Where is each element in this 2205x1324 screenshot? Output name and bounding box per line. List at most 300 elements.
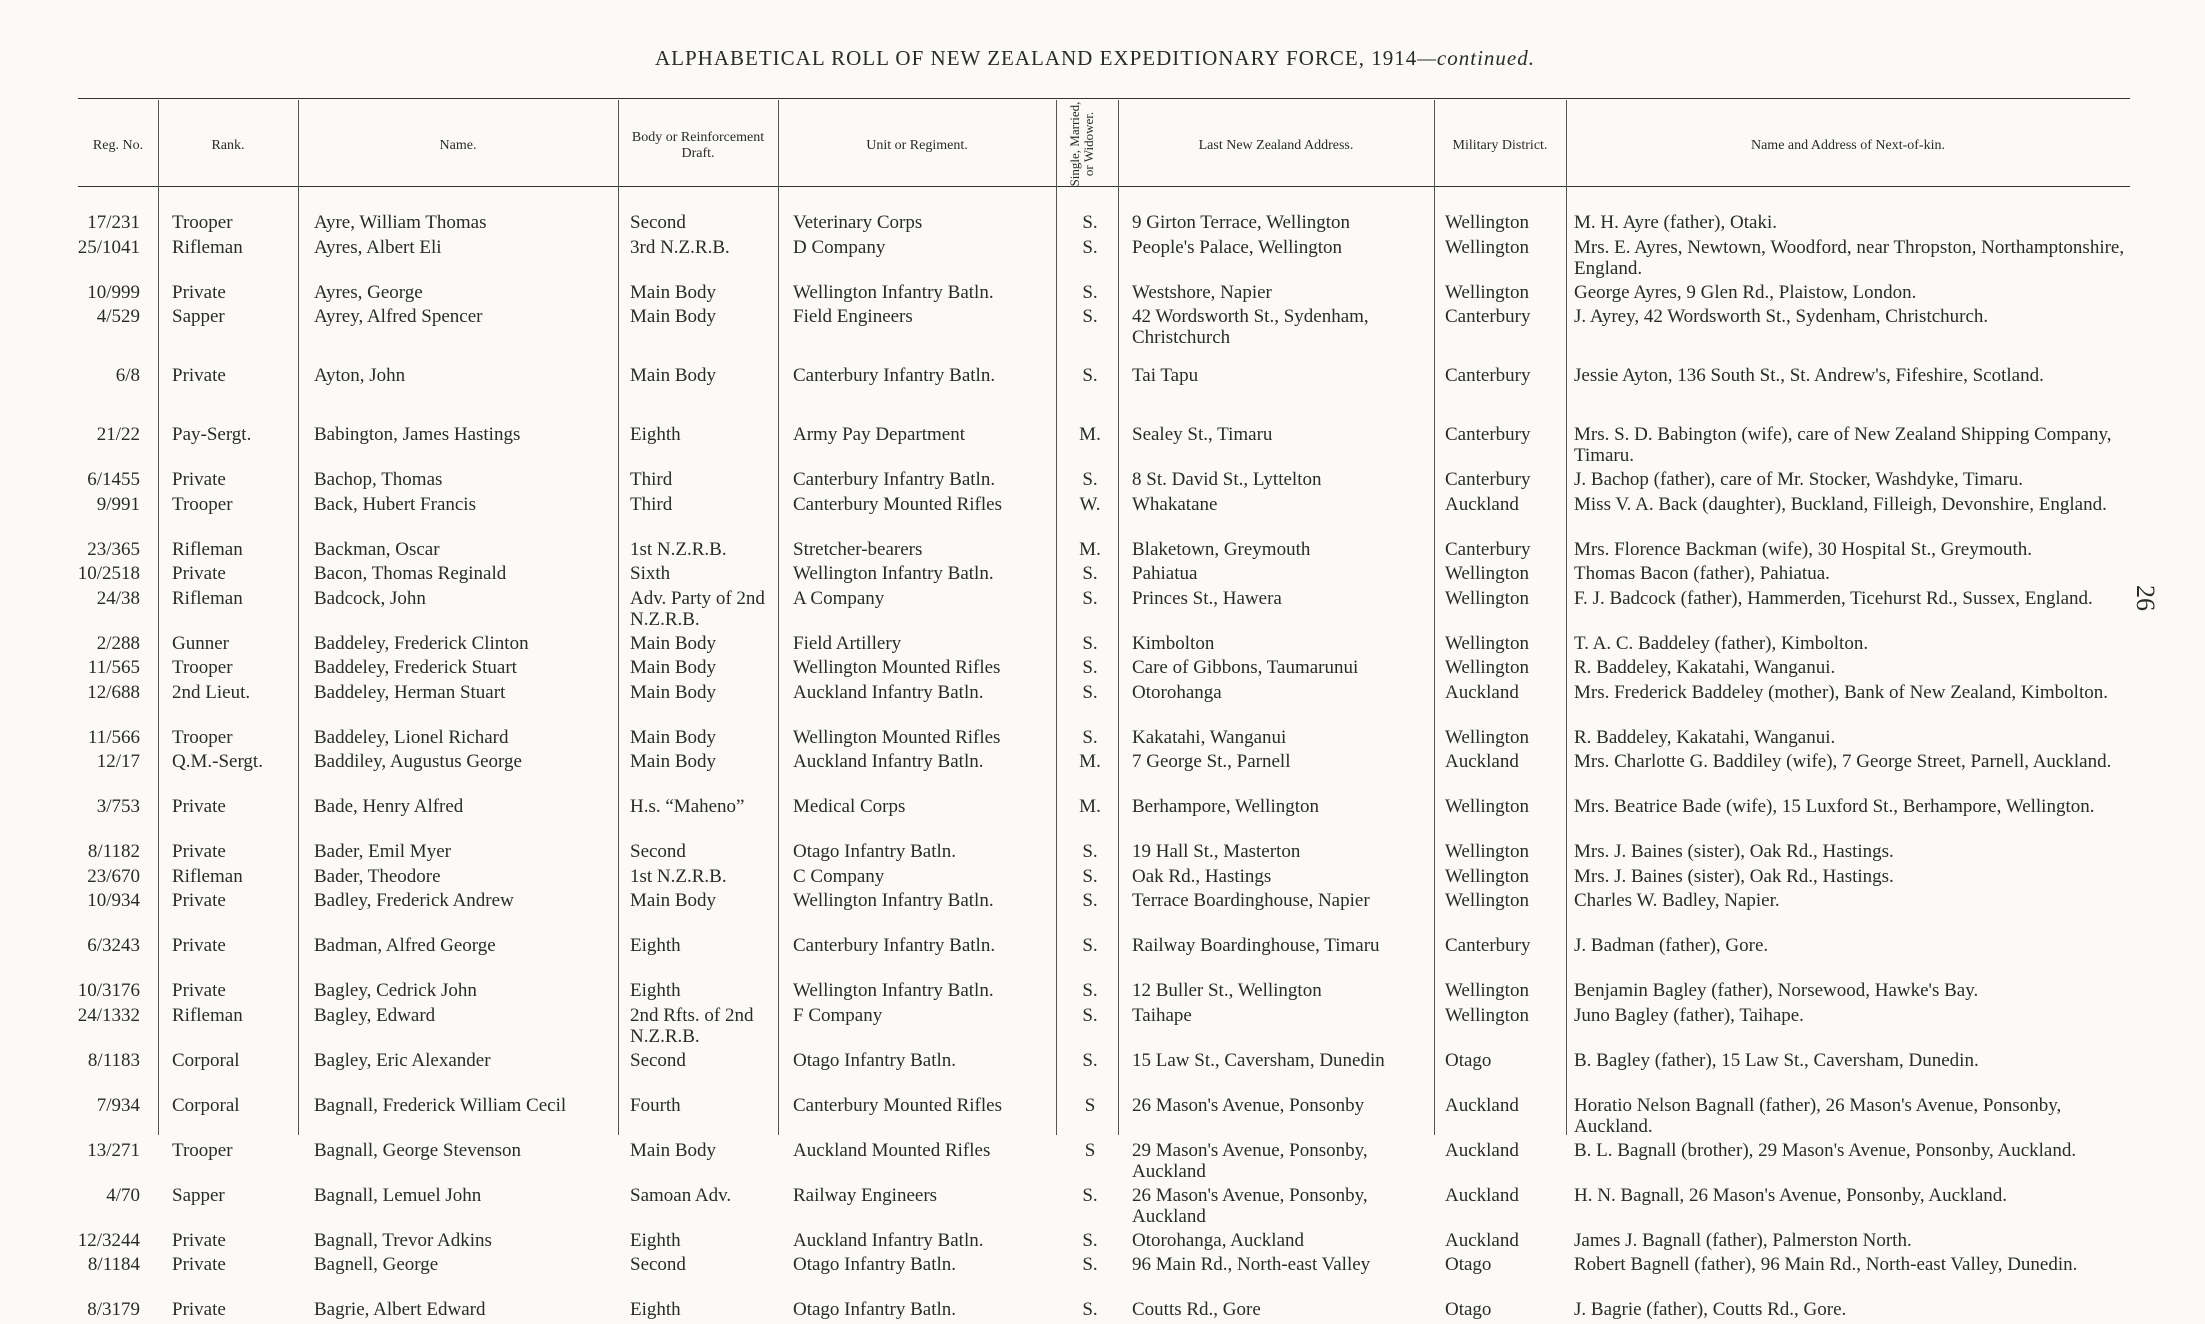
rank-cell: Rifleman (172, 865, 243, 887)
reg-no-cell: 12/688 (87, 681, 140, 703)
district-cell: Canterbury (1445, 469, 1531, 490)
table-row (0, 563, 2205, 588)
status-cell: S. (1082, 865, 1098, 887)
unit-cell: Canterbury Infantry Batln. (793, 469, 996, 490)
name-cell: Bagnall, Lemuel John (314, 1184, 482, 1206)
district-cell: Wellington (1445, 632, 1529, 654)
next-of-kin-cell: Robert Bagnell (father), 96 Main Rd., North-east Valley, Dunedin. (1574, 1254, 2078, 1275)
district-cell: Wellington (1445, 841, 1529, 862)
table-row (0, 657, 2205, 682)
table-row (0, 306, 2205, 351)
next-of-kin-cell: B. L. Bagnall (brother), 29 Mason's Avenue, Ponsonby, Auckland. (1574, 1139, 2077, 1161)
body-cell: Main Body (630, 281, 717, 303)
rank-cell: Q.M.-Sergt. (172, 751, 263, 772)
unit-cell: Veterinary Corps (793, 212, 923, 233)
district-cell: Otago (1445, 1299, 1492, 1320)
address-cell: Berhampore, Wellington (1132, 796, 1320, 817)
district-cell: Wellington (1445, 726, 1529, 748)
address-cell: Kimbolton (1132, 632, 1215, 654)
table-row (0, 365, 2205, 410)
name-cell: Bagnell, George (314, 1254, 439, 1275)
body-cell: 3rd N.Z.R.B. (630, 236, 730, 258)
status-cell: S. (1082, 841, 1098, 862)
address-cell: 42 Wordsworth St., Sydenham, Christchurch (1132, 306, 1369, 348)
reg-no-cell: 12/3244 (77, 1229, 140, 1251)
district-cell: Canterbury (1445, 424, 1531, 445)
next-of-kin-cell: Mrs. Florence Backman (wife), 30 Hospital St., Greymouth. (1574, 538, 2033, 560)
name-cell: Ayrey, Alfred Spencer (314, 306, 483, 327)
address-cell: Pahiatua (1132, 563, 1198, 584)
unit-cell: Wellington Infantry Batln. (793, 890, 994, 911)
name-cell: Baddeley, Frederick Clinton (314, 632, 529, 654)
name-cell: Badley, Frederick Andrew (314, 890, 514, 911)
next-of-kin-cell: T. A. C. Baddeley (father), Kimbolton. (1574, 632, 1869, 654)
body-cell: Main Body (630, 681, 717, 703)
table-row (0, 539, 2205, 564)
unit-cell: Field Artillery (793, 632, 902, 654)
district-cell: Wellington (1445, 563, 1529, 584)
rank-cell: Rifleman (172, 1004, 243, 1026)
name-cell: Backman, Oscar (314, 538, 440, 560)
address-cell: Oak Rd., Hastings (1132, 865, 1272, 887)
status-cell: S. (1082, 281, 1098, 303)
address-cell: 15 Law St., Caversham, Dunedin (1132, 1049, 1385, 1071)
address-cell: Sealey St., Timaru (1132, 424, 1273, 445)
unit-cell: Auckland Infantry Batln. (793, 681, 984, 703)
body-cell: Main Body (630, 632, 717, 654)
status-cell: M. (1079, 538, 1101, 560)
unit-cell: Wellington Mounted Rifles (793, 726, 1001, 748)
reg-no-cell: 12/17 (96, 751, 140, 772)
reg-no-cell: 7/934 (96, 1094, 140, 1116)
rank-cell: Trooper (172, 657, 233, 678)
unit-cell: Otago Infantry Batln. (793, 841, 957, 862)
table-row (0, 1230, 2205, 1255)
table-row (0, 424, 2205, 469)
body-cell: Main Body (630, 657, 717, 678)
unit-cell: Medical Corps (793, 796, 906, 817)
next-of-kin-cell: J. Bagrie (father), Coutts Rd., Gore. (1574, 1299, 1847, 1320)
unit-cell: Field Engineers (793, 306, 913, 327)
table-row (0, 796, 2205, 841)
header-district: Military District. (1452, 138, 1548, 153)
address-cell: Taihape (1132, 1004, 1192, 1026)
rank-cell: Private (172, 469, 226, 490)
next-of-kin-cell: Mrs. Beatrice Bade (wife), 15 Luxford St., Berhampore, Wellington. (1574, 796, 2095, 817)
body-cell: Second (630, 1254, 686, 1275)
next-of-kin-cell: Thomas Bacon (father), Pahiatua. (1574, 563, 1830, 584)
table-row (0, 866, 2205, 891)
reg-no-cell: 2/288 (96, 632, 140, 654)
status-cell: S. (1082, 1254, 1098, 1275)
reg-no-cell: 10/3176 (77, 980, 140, 1001)
rank-cell: Gunner (172, 632, 229, 654)
rank-cell: Private (172, 1299, 226, 1320)
status-cell: M. (1079, 424, 1101, 445)
unit-cell: Wellington Infantry Batln. (793, 281, 994, 303)
name-cell: Baddiley, Augustus George (314, 751, 522, 772)
status-cell: S (1084, 1094, 1096, 1116)
rule-top (78, 98, 2130, 99)
status-cell: W. (1079, 493, 1101, 515)
reg-no-cell: 10/999 (87, 281, 140, 303)
name-cell: Bader, Theodore (314, 865, 441, 887)
status-cell: S. (1082, 1049, 1098, 1071)
district-cell: Auckland (1445, 493, 1519, 515)
address-cell: Care of Gibbons, Taumarunui (1132, 657, 1359, 678)
next-of-kin-cell: Benjamin Bagley (father), Norsewood, Hawke's Bay. (1574, 980, 1979, 1001)
unit-cell: Wellington Infantry Batln. (793, 563, 994, 584)
next-of-kin-cell: James J. Bagnall (father), Palmerston North. (1574, 1229, 1912, 1251)
name-cell: Ayres, Albert Eli (314, 236, 442, 258)
header-name: Name. (439, 138, 477, 153)
name-cell: Ayres, George (314, 281, 423, 303)
rank-cell: Corporal (172, 1049, 240, 1071)
rank-cell: 2nd Lieut. (172, 681, 251, 703)
body-cell: Main Body (630, 890, 717, 911)
rank-cell: Private (172, 796, 226, 817)
unit-cell: Auckland Infantry Batln. (793, 1229, 984, 1251)
reg-no-cell: 17/231 (87, 212, 140, 233)
next-of-kin-cell: Mrs. J. Baines (sister), Oak Rd., Hastings. (1574, 841, 1894, 862)
unit-cell: Canterbury Infantry Batln. (793, 365, 996, 386)
body-cell: Eighth (630, 980, 681, 1001)
roll-table-body (0, 212, 2205, 1324)
status-cell: S. (1082, 306, 1098, 327)
name-cell: Bagnall, Frederick William Cecil (314, 1094, 567, 1116)
next-of-kin-cell: Mrs. J. Baines (sister), Oak Rd., Hastings. (1574, 865, 1894, 887)
status-cell: S. (1082, 681, 1098, 703)
rank-cell: Rifleman (172, 587, 243, 609)
rank-cell: Trooper (172, 212, 233, 233)
body-cell: Third (630, 493, 673, 515)
header-reg-no: Reg. No. (92, 138, 144, 153)
body-cell: Main Body (630, 751, 717, 772)
reg-no-cell: 3/753 (96, 796, 140, 817)
name-cell: Baddeley, Lionel Richard (314, 726, 509, 748)
reg-no-cell: 13/271 (87, 1139, 140, 1161)
name-cell: Bagnall, Trevor Adkins (314, 1229, 492, 1251)
district-cell: Wellington (1445, 212, 1529, 233)
rank-cell: Private (172, 563, 226, 584)
name-cell: Bacon, Thomas Reginald (314, 563, 507, 584)
reg-no-cell: 21/22 (96, 424, 140, 445)
body-cell: 1st N.Z.R.B. (630, 865, 727, 887)
page-title (655, 46, 1555, 71)
address-cell: Coutts Rd., Gore (1132, 1299, 1261, 1320)
table-row (0, 1095, 2205, 1140)
body-cell: 1st N.Z.R.B. (630, 538, 727, 560)
next-of-kin-cell: R. Baddeley, Kakatahi, Wanganui. (1574, 657, 1836, 678)
reg-no-cell: 11/566 (87, 726, 140, 748)
status-cell: S. (1082, 890, 1098, 911)
address-cell: 26 Mason's Avenue, Ponsonby, Auckland (1132, 1184, 1368, 1227)
body-cell: Sixth (630, 563, 671, 584)
district-cell: Wellington (1445, 281, 1529, 303)
address-cell: Westshore, Napier (1132, 281, 1272, 303)
header-rank: Rank. (211, 138, 245, 153)
unit-cell: Army Pay Department (793, 424, 966, 445)
name-cell: Bagley, Cedrick John (314, 980, 477, 1001)
table-row (0, 237, 2205, 282)
address-cell: Princes St., Hawera (1132, 587, 1282, 609)
name-cell: Back, Hubert Francis (314, 493, 476, 515)
district-cell: Wellington (1445, 890, 1529, 911)
table-row (0, 751, 2205, 796)
status-cell: S. (1082, 365, 1098, 386)
unit-cell: Otago Infantry Batln. (793, 1254, 957, 1275)
rank-cell: Private (172, 980, 226, 1001)
unit-cell: C Company (793, 865, 885, 887)
address-cell: Terrace Boardinghouse, Napier (1132, 890, 1370, 911)
address-cell: People's Palace, Wellington (1132, 236, 1342, 258)
reg-no-cell: 25/1041 (77, 236, 140, 258)
unit-cell: A Company (793, 587, 885, 609)
title-suffix: —continued. (1417, 46, 1535, 70)
unit-cell: Canterbury Mounted Rifles (793, 1094, 1002, 1116)
unit-cell: Otago Infantry Batln. (793, 1049, 957, 1071)
reg-no-cell: 4/529 (96, 306, 140, 327)
name-cell: Badman, Alfred George (314, 935, 496, 956)
body-cell: Eighth (630, 1299, 681, 1320)
header-body: Body or Reinforcement Draft. (631, 130, 765, 161)
address-cell: 8 St. David St., Lyttelton (1132, 469, 1322, 490)
address-cell: 96 Main Rd., North-east Valley (1132, 1254, 1371, 1275)
name-cell: Bagley, Eric Alexander (314, 1049, 491, 1071)
body-cell: Eighth (630, 935, 681, 956)
rank-cell: Sapper (172, 1184, 225, 1206)
next-of-kin-cell: Miss V. A. Back (daughter), Buckland, Filleigh, Devonshire, England. (1574, 493, 2107, 515)
status-cell: S. (1082, 236, 1098, 258)
header-unit: Unit or Regiment. (866, 138, 968, 153)
district-cell: Otago (1445, 1254, 1492, 1275)
body-cell: Eighth (630, 1229, 681, 1251)
status-cell: S. (1082, 587, 1098, 609)
header-address: Last New Zealand Address. (1198, 138, 1354, 153)
rank-cell: Private (172, 365, 226, 386)
address-cell: 9 Girton Terrace, Wellington (1132, 212, 1351, 233)
rank-cell: Trooper (172, 726, 233, 748)
table-row (0, 469, 2205, 494)
address-cell: 12 Buller St., Wellington (1132, 980, 1322, 1001)
next-of-kin-cell: J. Ayrey, 42 Wordsworth St., Sydenham, Christchurch. (1574, 306, 1989, 327)
reg-no-cell: 8/3179 (87, 1299, 140, 1320)
unit-cell: Auckland Mounted Rifles (793, 1139, 991, 1161)
name-cell: Bader, Emil Myer (314, 841, 451, 862)
table-row (0, 212, 2205, 237)
rank-cell: Sapper (172, 306, 225, 327)
name-cell: Ayre, William Thomas (314, 212, 487, 233)
next-of-kin-cell: B. Bagley (father), 15 Law St., Caversham, Dunedin. (1574, 1049, 1979, 1071)
rank-cell: Pay-Sergt. (172, 424, 252, 445)
table-row (0, 980, 2205, 1005)
next-of-kin-cell: Mrs. Frederick Baddeley (mother), Bank of New Zealand, Kimbolton. (1574, 681, 2108, 703)
status-cell: S. (1082, 632, 1098, 654)
body-cell: Main Body (630, 306, 717, 327)
district-cell: Canterbury (1445, 538, 1531, 560)
body-cell: Fourth (630, 1094, 681, 1116)
table-row (0, 935, 2205, 980)
district-cell: Auckland (1445, 1094, 1519, 1116)
table-row (0, 1254, 2205, 1299)
status-cell: S. (1082, 935, 1098, 956)
rank-cell: Rifleman (172, 538, 243, 560)
district-cell: Auckland (1445, 751, 1519, 772)
table-row (0, 890, 2205, 935)
rank-cell: Corporal (172, 1094, 240, 1116)
table-row (0, 1299, 2205, 1324)
title-text: ALPHABETICAL ROLL OF NEW ZEALAND EXPEDITIONARY FORCE, 1914 (655, 46, 1418, 70)
rank-cell: Trooper (172, 1139, 233, 1161)
next-of-kin-cell: M. H. Ayre (father), Otaki. (1574, 212, 1777, 233)
next-of-kin-cell: Mrs. E. Ayres, Newtown, Woodford, near Thropston, Northamptonshire, England. (1574, 236, 2125, 279)
status-cell: S. (1082, 1299, 1098, 1320)
unit-cell: Stretcher-bearers (793, 538, 923, 560)
reg-no-cell: 23/365 (87, 538, 140, 560)
district-cell: Wellington (1445, 1004, 1529, 1026)
unit-cell: Wellington Infantry Batln. (793, 980, 994, 1001)
reg-no-cell: 10/934 (87, 890, 140, 911)
address-cell: Kakatahi, Wanganui (1132, 726, 1287, 748)
reg-no-cell: 6/3243 (87, 935, 140, 956)
address-cell: Blaketown, Greymouth (1132, 538, 1311, 560)
next-of-kin-cell: George Ayres, 9 Glen Rd., Plaistow, London. (1574, 281, 1917, 303)
status-cell: M. (1079, 796, 1101, 817)
status-cell: S. (1082, 657, 1098, 678)
reg-no-cell: 23/670 (87, 865, 140, 887)
header-kin: Name and Address of Next-of-kin. (1750, 138, 1945, 153)
district-cell: Auckland (1445, 681, 1519, 703)
unit-cell: Canterbury Mounted Rifles (793, 493, 1002, 515)
header-status: Single, Married, or Widower. (1067, 101, 1096, 187)
district-cell: Wellington (1445, 236, 1529, 258)
rank-cell: Trooper (172, 493, 233, 515)
body-cell: Second (630, 1049, 686, 1071)
reg-no-cell: 4/70 (106, 1184, 140, 1206)
rank-cell: Private (172, 890, 226, 911)
status-cell: S. (1082, 212, 1098, 233)
body-cell: Third (630, 469, 673, 490)
district-cell: Canterbury (1445, 365, 1531, 386)
next-of-kin-cell: R. Baddeley, Kakatahi, Wanganui. (1574, 726, 1836, 748)
reg-no-cell: 8/1182 (87, 841, 140, 862)
name-cell: Bagnall, George Stevenson (314, 1139, 522, 1161)
rank-cell: Private (172, 841, 226, 862)
next-of-kin-cell: Horatio Nelson Bagnall (father), 26 Mason's Avenue, Ponsonby, Auckland. (1574, 1094, 2062, 1137)
address-cell: Tai Tapu (1132, 365, 1199, 386)
table-row (0, 282, 2205, 307)
name-cell: Bagrie, Albert Edward (314, 1299, 486, 1320)
body-cell: Adv. Party of 2nd N.Z.R.B. (630, 587, 765, 630)
body-cell: 2nd Rfts. of 2nd N.Z.R.B. (630, 1004, 754, 1047)
table-row (0, 494, 2205, 539)
body-cell: Main Body (630, 1139, 717, 1161)
table-row (0, 1005, 2205, 1050)
address-cell: Otorohanga, Auckland (1132, 1229, 1305, 1251)
table-row (0, 1140, 2205, 1185)
address-cell: Otorohanga (1132, 681, 1222, 703)
rank-cell: Rifleman (172, 236, 243, 258)
district-cell: Wellington (1445, 587, 1529, 609)
district-cell: Wellington (1445, 657, 1529, 678)
name-cell: Badcock, John (314, 587, 426, 609)
rank-cell: Private (172, 1229, 226, 1251)
next-of-kin-cell: Mrs. Charlotte G. Baddiley (wife), 7 George Street, Parnell, Auckland. (1574, 751, 2112, 772)
reg-no-cell: 10/2518 (77, 563, 140, 584)
district-cell: Canterbury (1445, 306, 1531, 327)
next-of-kin-cell: H. N. Bagnall, 26 Mason's Avenue, Ponsonby, Auckland. (1574, 1184, 2008, 1206)
address-cell: Whakatane (1132, 493, 1218, 515)
name-cell: Bade, Henry Alfred (314, 796, 464, 817)
reg-no-cell: 24/38 (96, 587, 140, 609)
reg-no-cell: 6/1455 (87, 469, 140, 490)
body-cell: H.s. “Maheno” (630, 796, 745, 817)
status-cell: S. (1082, 469, 1098, 490)
district-cell: Auckland (1445, 1184, 1519, 1206)
unit-cell: Canterbury Infantry Batln. (793, 935, 996, 956)
reg-no-cell: 11/565 (87, 657, 140, 678)
unit-cell: Wellington Mounted Rifles (793, 657, 1001, 678)
rank-cell: Private (172, 1254, 226, 1275)
address-cell: 26 Mason's Avenue, Ponsonby (1132, 1094, 1365, 1116)
reg-no-cell: 24/1332 (77, 1004, 140, 1026)
next-of-kin-cell: F. J. Badcock (father), Hammerden, Ticehurst Rd., Sussex, England. (1574, 587, 2093, 609)
unit-cell: Otago Infantry Batln. (793, 1299, 957, 1320)
address-cell: 29 Mason's Avenue, Ponsonby, Auckland (1132, 1139, 1368, 1182)
table-row (0, 1050, 2205, 1095)
unit-cell: F Company (793, 1004, 883, 1026)
next-of-kin-cell: Juno Bagley (father), Taihape. (1574, 1004, 1804, 1026)
status-cell: S. (1082, 1229, 1098, 1251)
reg-no-cell: 8/1184 (87, 1254, 140, 1275)
unit-cell: Auckland Infantry Batln. (793, 751, 984, 772)
page-number: 26 (2131, 585, 2160, 611)
unit-cell: Railway Engineers (793, 1184, 938, 1206)
body-cell: Main Body (630, 726, 717, 748)
address-cell: 7 George St., Parnell (1132, 751, 1291, 772)
address-cell: Railway Boardinghouse, Timaru (1132, 935, 1380, 956)
table-row (0, 588, 2205, 633)
name-cell: Bagley, Edward (314, 1004, 436, 1026)
status-cell: S. (1082, 563, 1098, 584)
next-of-kin-cell: J. Bachop (father), care of Mr. Stocker, Washdyke, Timaru. (1574, 469, 2024, 490)
status-cell: S. (1082, 1004, 1098, 1026)
body-cell: Second (630, 841, 686, 862)
name-cell: Bachop, Thomas (314, 469, 443, 490)
district-cell: Canterbury (1445, 935, 1531, 956)
body-cell: Samoan Adv. (630, 1184, 732, 1206)
name-cell: Baddeley, Frederick Stuart (314, 657, 517, 678)
table-row (0, 682, 2205, 727)
table-row (0, 633, 2205, 658)
status-cell: S. (1082, 1184, 1098, 1206)
reg-no-cell: 9/991 (96, 493, 140, 515)
body-cell: Main Body (630, 365, 717, 386)
status-cell: S. (1082, 726, 1098, 748)
next-of-kin-cell: Jessie Ayton, 136 South St., St. Andrew's, Fifeshire, Scotland. (1574, 365, 2044, 386)
next-of-kin-cell: J. Badman (father), Gore. (1574, 935, 1769, 956)
district-cell: Auckland (1445, 1139, 1519, 1161)
district-cell: Wellington (1445, 865, 1529, 887)
body-cell: Second (630, 212, 686, 233)
name-cell: Babington, James Hastings (314, 424, 521, 445)
name-cell: Ayton, John (314, 365, 406, 386)
status-cell: S (1084, 1139, 1096, 1161)
rank-cell: Private (172, 281, 226, 303)
next-of-kin-cell: Charles W. Badley, Napier. (1574, 890, 1780, 911)
district-cell: Wellington (1445, 796, 1529, 817)
reg-no-cell: 8/1183 (87, 1049, 140, 1071)
